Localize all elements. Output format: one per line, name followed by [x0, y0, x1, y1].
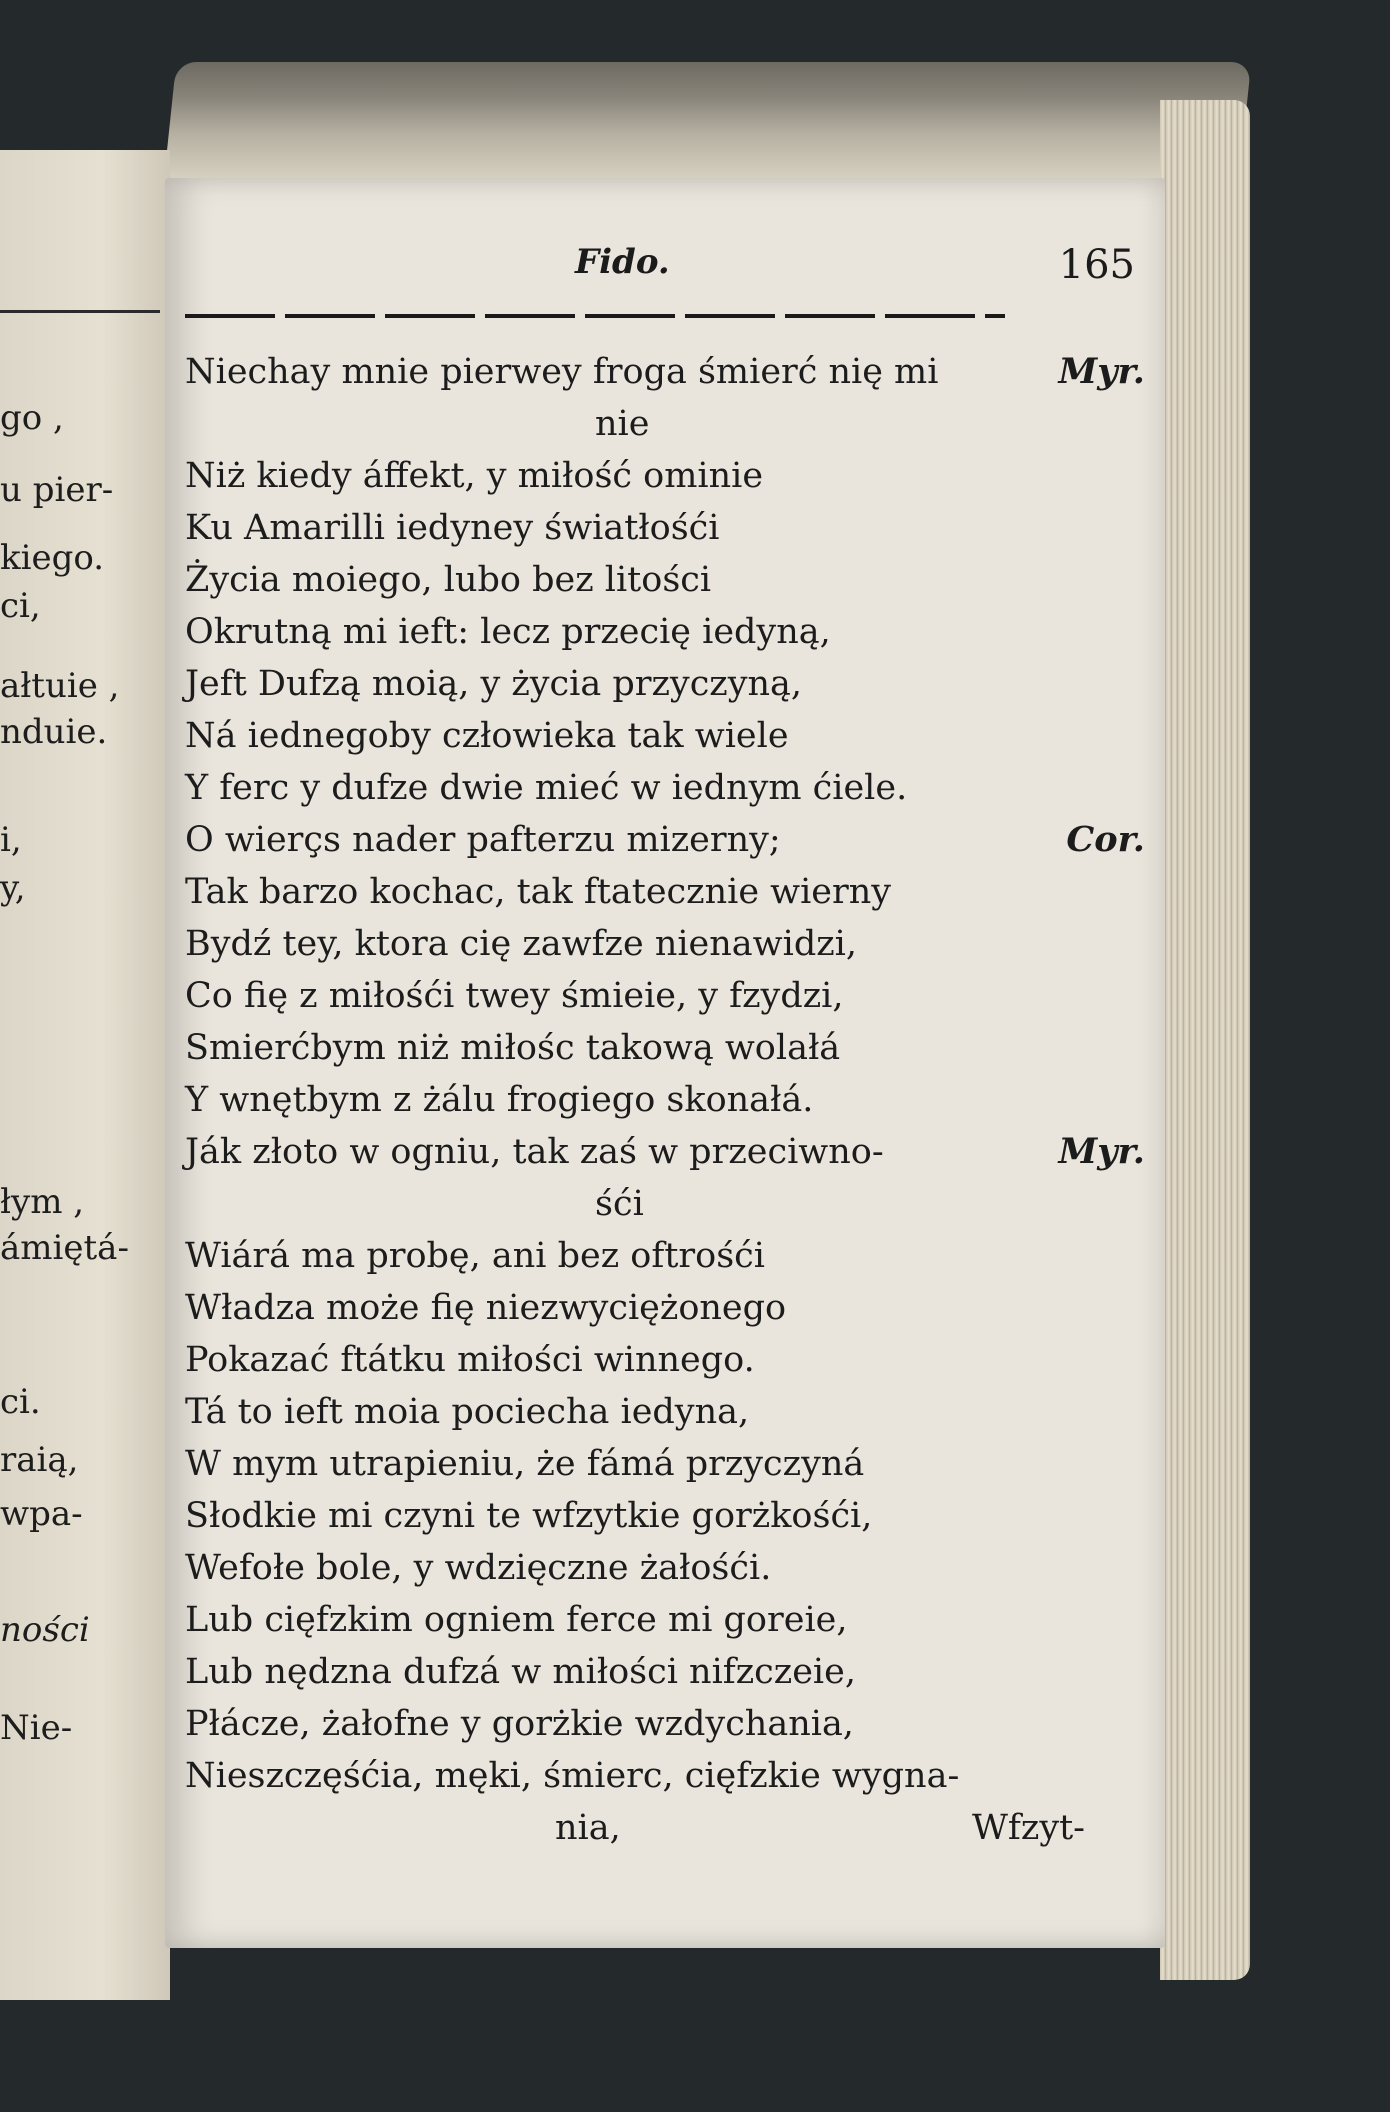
facing-fragment: nduie.: [0, 712, 108, 752]
book-top-edge: [164, 62, 1252, 182]
verse-line: Władza może fię niezwyciężonego: [185, 1288, 787, 1328]
facing-fragment: raią,: [0, 1440, 79, 1480]
verse-line: Co fię z miłośći twey śmieie, y fzydzi,: [185, 976, 844, 1016]
verse-line: Niechay mnie pierwey froga śmierć nię mi Myr.: [185, 346, 1145, 398]
verse-line: nia, Wfzyt-: [185, 1802, 1145, 1854]
facing-fragment: Nie-: [0, 1708, 73, 1748]
facing-fragment: wpa-: [0, 1494, 83, 1534]
verse-line: Życia moiego, lubo bez litości: [185, 560, 712, 600]
page-stack-edge: [1160, 100, 1250, 1980]
verse-line: Ják złoto w ogniu, tak zaś w przeciwno- Myr.: [185, 1126, 1145, 1178]
verse-line: Smierćbym niż miłośc takową wolałá: [185, 1028, 841, 1068]
facing-fragment: łym ,: [0, 1182, 85, 1222]
verse-line: Niż kiedy áffekt, y miłość ominie: [185, 456, 764, 496]
verse-line: Okrutną mi ieft: lecz przecię iedyną,: [185, 612, 831, 652]
verse-line: Płácze, żałofne y gorżkie wzdychania,: [185, 1704, 854, 1744]
speaker-label: Myr.: [1058, 1131, 1145, 1172]
verse-line: Wefołe bole, y wdzięczne żałośći.: [185, 1548, 772, 1588]
verse-line: Pokazać ftátku miłości winnego.: [185, 1340, 755, 1380]
verse-line: Bydź tey, ktora cię zawfze nienawidzi,: [185, 924, 857, 964]
facing-fragment: go ,: [0, 398, 64, 438]
verse-line: Tak barzo kochac, tak ftatecznie wierny: [185, 872, 892, 912]
facing-page: [0, 150, 170, 2000]
facing-fragment: ámiętá-: [0, 1228, 129, 1268]
verse-line: Jeft Dufzą moią, y życia przyczyną,: [185, 664, 803, 704]
facing-fragment: i,: [0, 820, 22, 860]
verse-line: Lub nędzna dufzá w miłości nifzczeie,: [185, 1652, 856, 1692]
verse-line: nie: [595, 404, 650, 444]
verse-line: O wierçs nader pafterzu mizerny; Cor.: [185, 814, 1145, 866]
header-rule: [185, 314, 1005, 318]
page-number: 165: [1058, 242, 1135, 288]
facing-page-rule: [0, 310, 160, 313]
verse-line: W mym utrapieniu, że fámá przyczyná: [185, 1444, 865, 1484]
verse-line: Tá to ieft moia pociecha iedyna,: [185, 1392, 750, 1432]
facing-fragment: ności: [0, 1610, 90, 1650]
facing-fragment: ci.: [0, 1382, 41, 1422]
verse-line: Wiárá ma probę, ani bez oftrośći: [185, 1236, 765, 1276]
speaker-label: Cor.: [1066, 819, 1145, 860]
facing-fragment: u pier-: [0, 470, 114, 510]
facing-fragment: y,: [0, 868, 26, 908]
main-page: [165, 178, 1165, 1948]
catchword: Wfzyt-: [971, 1808, 1085, 1848]
verse-line: śći: [595, 1184, 644, 1224]
verse-text: [185, 346, 1145, 1854]
verse-line: Ku Amarilli iedyney światłośći: [185, 508, 720, 548]
running-head: [245, 242, 1145, 302]
verse-line: Ná iednegoby człowieka tak wiele: [185, 716, 789, 756]
verse-line: Y ferc y dufze dwie mieć w iednym ćiele.: [185, 768, 908, 808]
speaker-label: Myr.: [1058, 351, 1145, 392]
verse-line: Lub cięfzkim ogniem ferce mi goreie,: [185, 1600, 848, 1640]
facing-fragment: kiego.: [0, 538, 105, 578]
verse-line: Słodkie mi czyni te wfzytkie gorżkośći,: [185, 1496, 873, 1536]
facing-fragment: ałtuie ,: [0, 666, 120, 706]
verse-line: Y wnętbym z żálu frogiego skonałá.: [185, 1080, 814, 1120]
verse-line: Nieszczęśćia, męki, śmierc, cięfzkie wygna-: [185, 1756, 960, 1796]
running-title: Fido.: [575, 242, 670, 282]
facing-fragment: ci,: [0, 586, 41, 626]
